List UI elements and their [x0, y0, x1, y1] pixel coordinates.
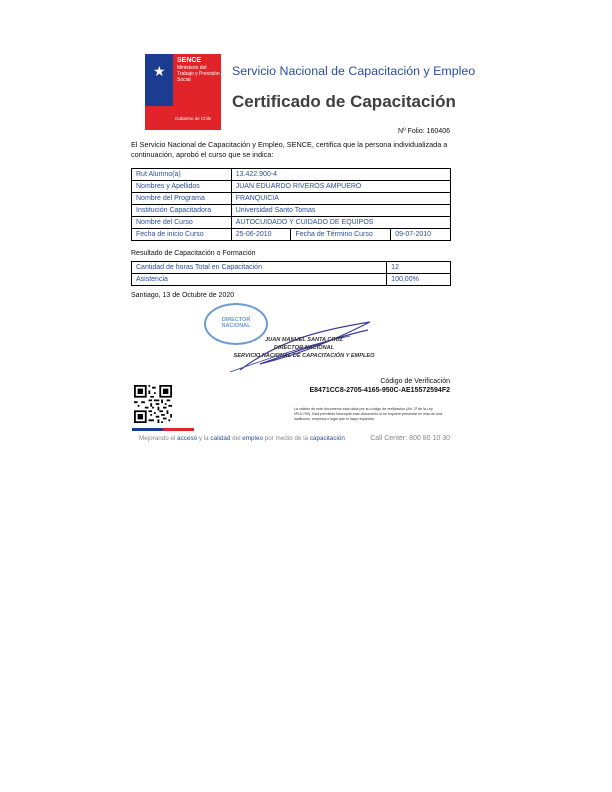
- hours-value: 12: [387, 262, 451, 274]
- slogan-quality: calidad: [210, 435, 231, 442]
- intro-text: El Servicio Nacional de Capacitación y Empleo, SENCE, certifica que la persona individualizada a continuación, aprobó el curso que se indica:: [131, 140, 448, 159]
- signer-role: DIRECTOR NACIONAL: [273, 345, 335, 351]
- place-date: Santiago, 13 de Octubre de 2020: [131, 292, 235, 299]
- hours-label: Cantidad de horas Total en Capacitación: [132, 262, 387, 274]
- verification-label: Código de Verificación: [380, 378, 450, 385]
- start-date-value: 25-06-2010: [231, 229, 291, 241]
- slogan-part: Mejorando el: [139, 435, 178, 442]
- signer-org: SERVICIO NACIONAL DE CAPACITACIÓN Y EMPLEO: [233, 353, 375, 359]
- legal-notice: La validez de este documento está dada por su código de verificación (Art. 2º de la Ley Nº19.799). Está permitido fotocopiar este documento si se requiere presentar en más de una institución, empresa o lugar que lo haya requerido.: [294, 407, 442, 421]
- logo-government: Gobierno de Chile: [145, 106, 221, 130]
- results-heading: Resultado de Capacitación o Formación: [131, 250, 256, 257]
- program-value: FRANQUICIA: [231, 193, 450, 205]
- course-value: AUTOCUIDADO Y CUIDADO DE EQUIPOS: [231, 217, 450, 229]
- color-band: [132, 428, 194, 431]
- table-row: [132, 274, 451, 286]
- call-center: Call Center: 800 80 10 30: [370, 435, 450, 442]
- end-date-value: 09-07-2010: [391, 229, 451, 241]
- institution-label: Institución Capacitadora: [132, 205, 232, 217]
- details-table: [131, 168, 451, 241]
- slogan-part: y la: [197, 435, 211, 442]
- slogan-access: acceso: [177, 435, 198, 442]
- stamp-text: DIRECTOR NACIONAL: [221, 317, 251, 329]
- program-label: Nombre del Programa: [132, 193, 232, 205]
- rut-label: Rut Alumno(a): [132, 169, 232, 181]
- name-label: Nombres y Apellidos: [132, 181, 232, 193]
- star-icon: ★: [153, 63, 166, 79]
- institution-value: Universidad Santo Tomas: [231, 205, 450, 217]
- table-row: [132, 229, 451, 241]
- slogan-part: del: [230, 435, 243, 442]
- signer-name: JUAN MANUEL SANTA CRUZ: [265, 337, 343, 343]
- footer-slogan: [139, 435, 345, 442]
- slogan-training: capacitación: [309, 435, 345, 442]
- table-row: [132, 181, 451, 193]
- qr-code: [134, 385, 172, 423]
- attendance-value: 100,00%: [387, 274, 451, 286]
- table-row: [132, 217, 451, 229]
- logo-ministry: Ministerio del Trabajo y Previsión Social: [177, 65, 220, 83]
- results-table: [131, 261, 451, 286]
- table-row: [132, 193, 451, 205]
- flag-blue-block: [145, 54, 173, 106]
- start-date-label: Fecha de inicio Curso: [132, 229, 232, 241]
- verification-code: E8471CC8-2705-4165-950C-AE15572594F2: [309, 387, 450, 394]
- slogan-part: por medio de la: [262, 435, 310, 442]
- table-row: [132, 205, 451, 217]
- flag-red-block: [173, 54, 221, 106]
- folio-number: Nº Folio: 160406: [398, 128, 450, 135]
- slogan-employment: empleo: [242, 435, 263, 442]
- rut-value: 13.422.900-4: [231, 169, 450, 181]
- certificate-title: Certificado de Capacitación: [232, 92, 456, 111]
- signature-block: [214, 336, 394, 360]
- logo-org-short: SENCE: [177, 57, 202, 64]
- table-row: [132, 262, 451, 274]
- name-value: JUAN EDUARDO RIVEROS AMPUERO: [231, 181, 450, 193]
- end-date-label: Fecha de Término Curso: [291, 229, 391, 241]
- attendance-label: Asistencia: [132, 274, 387, 286]
- table-row: [132, 169, 451, 181]
- institution-name: Servicio Nacional de Capacitación y Empleo: [232, 64, 476, 78]
- sence-logo: [145, 54, 221, 130]
- course-label: Nombre del Curso: [132, 217, 232, 229]
